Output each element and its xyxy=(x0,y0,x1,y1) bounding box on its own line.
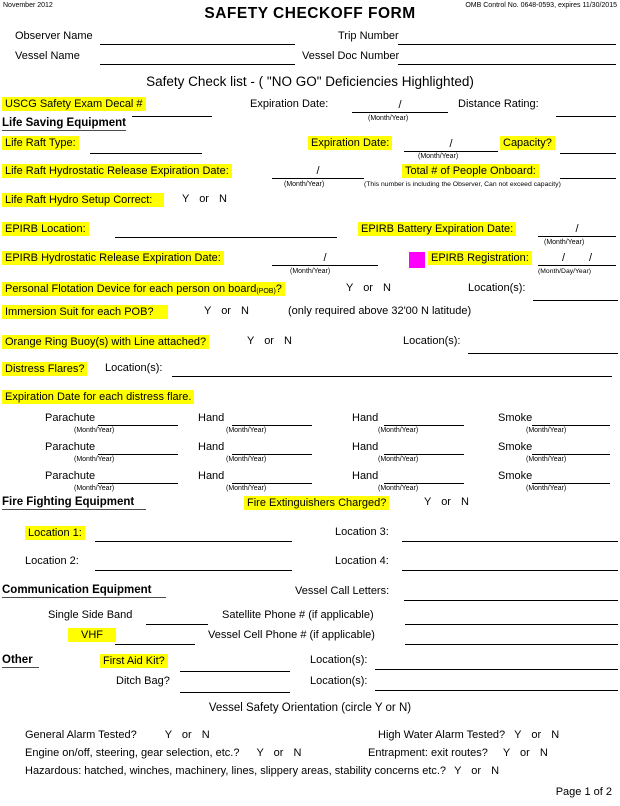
epirb-battery-label: EPIRB Battery Expiration Date: xyxy=(358,222,516,236)
vessel-name-field[interactable] xyxy=(100,51,295,65)
ditch-locations-field[interactable] xyxy=(375,677,618,691)
flare-date-field[interactable] xyxy=(384,412,464,426)
flare-type-label: Smoke xyxy=(498,412,533,424)
slash-glyph: / xyxy=(575,223,579,235)
high-water-yn[interactable]: Y or N xyxy=(514,729,560,741)
distance-rating-label: Distance Rating: xyxy=(458,98,539,110)
ssb-field[interactable] xyxy=(146,611,208,625)
epirb-battery-date-field[interactable] xyxy=(538,223,616,237)
slash-glyph: / xyxy=(449,138,453,150)
first-aid-locations-label: Location(s): xyxy=(310,654,368,666)
high-water-label: High Water Alarm Tested? xyxy=(378,729,506,741)
pfd-locations-field[interactable] xyxy=(533,287,618,301)
buoy-locations-label: Location(s): xyxy=(403,335,461,347)
flare-date-field[interactable] xyxy=(98,470,178,484)
epirb-registration-label: EPIRB Registration: xyxy=(428,251,532,265)
general-alarm-yn[interactable]: Y or N xyxy=(164,729,210,741)
month-year-hint: (Month/Year) xyxy=(284,181,325,188)
general-alarm-question xyxy=(25,729,210,741)
month-year-hint: (Month/Year) xyxy=(378,456,419,463)
month-year-hint: (Month/Year) xyxy=(544,239,585,246)
page-title: SAFETY CHECKOFF FORM xyxy=(204,5,416,22)
cell-phone-label: Vessel Cell Phone # (if applicable) xyxy=(208,629,375,641)
immersion-yn[interactable]: Y or N xyxy=(204,305,249,317)
fire-location-4-field[interactable] xyxy=(402,557,618,571)
fire-location-4-label: Location 4: xyxy=(335,555,389,567)
flare-type-label: Smoke xyxy=(498,441,533,453)
entrapment-label: Entrapment: exit routes? xyxy=(368,747,488,759)
flare-type-label: Hand xyxy=(198,470,225,482)
life-raft-type-field[interactable] xyxy=(90,140,202,154)
epirb-location-field[interactable] xyxy=(115,224,337,238)
month-year-hint: (Month/Year) xyxy=(226,456,267,463)
month-year-hint: (Month/Year) xyxy=(74,456,115,463)
vessel-name-label: Vessel Name xyxy=(15,50,80,62)
fire-location-1-label: Location 1: xyxy=(25,526,85,540)
uscg-decal-label: USCG Safety Exam Decal # xyxy=(2,97,146,111)
trip-number-field[interactable] xyxy=(398,31,616,45)
month-day-year-hint: (Month/Day/Year) xyxy=(538,268,592,275)
entrapment-yn[interactable]: Y or N xyxy=(502,747,548,759)
flare-date-field[interactable] xyxy=(532,412,610,426)
hazardous-yn[interactable]: Y or N xyxy=(454,765,500,777)
flare-type-label: Smoke xyxy=(498,470,533,482)
hydro-release-label: Life Raft Hydrostatic Release Expiration Date: xyxy=(2,164,232,178)
engine-label: Engine on/off, steering, gear selection, etc.? xyxy=(25,747,240,759)
epirb-hydro-label: EPIRB Hydrostatic Release Expiration Date: xyxy=(2,251,224,265)
call-letters-label: Vessel Call Letters: xyxy=(295,585,390,597)
general-alarm-label: General Alarm Tested? xyxy=(25,729,137,741)
raft-expiration-label: Expiration Date: xyxy=(308,136,392,150)
magenta-flag-marker xyxy=(409,252,425,268)
slash-glyph: / xyxy=(398,99,402,111)
page-number: Page 1 of 2 xyxy=(555,786,612,798)
fire-location-3-label: Location 3: xyxy=(335,526,389,538)
flares-locations-label: Location(s): xyxy=(105,362,163,374)
pfd-locations-label: Location(s): xyxy=(468,282,526,294)
pfd-question-mark: ? xyxy=(275,283,282,295)
flare-type-label: Hand xyxy=(352,441,379,453)
vessel-doc-field[interactable] xyxy=(398,51,616,65)
engine-question xyxy=(25,747,301,759)
flare-date-field[interactable] xyxy=(384,470,464,484)
call-letters-field[interactable] xyxy=(404,587,618,601)
month-year-hint: (Month/Year) xyxy=(378,427,419,434)
slash-glyph: / xyxy=(316,165,320,177)
decal-expiration-field[interactable] xyxy=(352,99,448,113)
flare-date-field[interactable] xyxy=(232,470,312,484)
vhf-label: VHF xyxy=(68,628,116,642)
total-pob-field[interactable] xyxy=(560,165,616,179)
flare-date-field[interactable] xyxy=(232,412,312,426)
fire-location-1-field[interactable] xyxy=(95,528,292,542)
flare-date-field[interactable] xyxy=(98,412,178,426)
cell-phone-field[interactable] xyxy=(405,631,618,645)
flare-type-label: Hand xyxy=(198,441,225,453)
decal-expiration-label: Expiration Date: xyxy=(250,98,329,110)
capacity-label: Capacity? xyxy=(500,136,555,150)
hazardous-label: Hazardous: hatched, winches, machinery, lines, slippery areas, stability concerns etc.? xyxy=(25,765,447,777)
hazardous-question xyxy=(25,765,499,777)
vhf-field[interactable] xyxy=(115,631,195,645)
epirb-location-label: EPIRB Location: xyxy=(2,222,89,236)
flares-locations-field[interactable] xyxy=(172,363,612,377)
month-year-hint: (Month/Year) xyxy=(368,115,409,122)
ring-buoy-yn[interactable]: Y or N xyxy=(247,335,292,347)
omb-control: OMB Control No. 0648-0593, expires 11/30/2015 xyxy=(465,2,617,9)
distress-flares-label: Distress Flares? xyxy=(2,362,87,376)
entrapment-question xyxy=(368,747,548,759)
ditch-locations-label: Location(s): xyxy=(310,675,368,687)
orientation-title: Vessel Safety Orientation (circle Y or N) xyxy=(208,702,412,714)
immersion-note: (only required above 32'00 N latitude) xyxy=(288,305,472,317)
section-fire-fighting: Fire Fighting Equipment xyxy=(2,496,146,510)
observer-name-label: Observer Name xyxy=(15,30,93,42)
month-year-hint: (Month/Year) xyxy=(526,427,567,434)
month-year-hint: (Month/Year) xyxy=(526,485,567,492)
pob-abbrev: (POB) xyxy=(256,288,276,295)
buoy-locations-field[interactable] xyxy=(468,340,618,354)
month-year-hint: (Month/Year) xyxy=(290,268,331,275)
form-date: November 2012 xyxy=(3,2,53,9)
pfd-label-text: Personal Flotation Device for each person on board xyxy=(5,283,257,295)
fire-location-3-field[interactable] xyxy=(402,528,618,542)
flare-type-label: Hand xyxy=(352,412,379,424)
ditch-bag-label: Ditch Bag? xyxy=(116,675,170,687)
flare-type-label: Hand xyxy=(352,470,379,482)
epirb-hydro-date-field[interactable] xyxy=(272,252,378,266)
first-aid-locations-field[interactable] xyxy=(375,656,618,670)
extinguishers-yn[interactable]: Y or N xyxy=(424,496,469,508)
ring-buoy-label: Orange Ring Buoy(s) with Line attached? xyxy=(2,335,209,349)
decal-number-field[interactable] xyxy=(132,103,212,117)
month-year-hint: (Month/Year) xyxy=(74,485,115,492)
immersion-label: Immersion Suit for each POB? xyxy=(2,305,168,319)
ditch-bag-field[interactable] xyxy=(180,679,290,693)
flare-date-field[interactable] xyxy=(532,470,610,484)
slash-glyph: / xyxy=(323,252,327,264)
epirb-registration-field[interactable] xyxy=(538,252,616,266)
satellite-phone-label: Satellite Phone # (if applicable) xyxy=(222,609,374,621)
flare-type-label: Parachute xyxy=(45,441,96,453)
fire-location-2-field[interactable] xyxy=(95,557,292,571)
first-aid-label: First Aid Kit? xyxy=(100,654,168,668)
hydro-setup-label: Life Raft Hydro Setup Correct: xyxy=(2,193,164,207)
high-water-question xyxy=(378,729,559,741)
trip-number-label: Trip Number xyxy=(338,30,399,42)
engine-yn[interactable]: Y or N xyxy=(256,747,302,759)
flare-type-label: Hand xyxy=(198,412,225,424)
month-year-hint: (Month/Year) xyxy=(226,427,267,434)
section-life-saving: Life Saving Equipment xyxy=(2,117,126,129)
ssb-label: Single Side Band xyxy=(48,609,133,621)
flare-date-field[interactable] xyxy=(232,441,312,455)
month-year-hint: (Month/Year) xyxy=(418,153,459,160)
distance-rating-field[interactable] xyxy=(556,103,616,117)
extinguishers-charged-label: Fire Extinguishers Charged? xyxy=(244,496,389,510)
slash-glyph: / xyxy=(561,252,566,264)
month-year-hint: (Month/Year) xyxy=(378,485,419,492)
flare-date-field[interactable] xyxy=(532,441,610,455)
slash-glyph: / xyxy=(588,252,593,264)
first-aid-field[interactable] xyxy=(180,658,290,672)
hydro-setup-yn[interactable]: Y or N xyxy=(182,193,227,205)
month-year-hint: (Month/Year) xyxy=(526,456,567,463)
total-pob-note: (This number is including the Observer, Can not exceed capacity) xyxy=(364,181,561,188)
capacity-field[interactable] xyxy=(560,140,616,154)
pfd-yn[interactable]: Y or N xyxy=(346,282,391,294)
month-year-hint: (Month/Year) xyxy=(74,427,115,434)
raft-expiration-field[interactable] xyxy=(404,138,498,152)
life-raft-type-label: Life Raft Type: xyxy=(2,136,79,150)
checklist-subtitle: Safety Check list - ( "NO GO" Deficiencies Highlighted) xyxy=(146,74,474,89)
section-communication: Communication Equipment xyxy=(2,584,166,598)
month-year-hint: (Month/Year) xyxy=(226,485,267,492)
satellite-phone-field[interactable] xyxy=(405,611,618,625)
flare-date-field[interactable] xyxy=(384,441,464,455)
pfd-label xyxy=(2,282,285,296)
fire-location-2-label: Location 2: xyxy=(25,555,79,567)
flare-type-label: Parachute xyxy=(45,412,96,424)
vessel-doc-label: Vessel Doc Number xyxy=(302,50,400,62)
total-pob-label: Total # of People Onboard: xyxy=(402,164,539,178)
hydro-release-date-field[interactable] xyxy=(272,165,364,179)
section-other: Other xyxy=(2,654,39,668)
flare-expiration-label: Expiration Date for each distress flare. xyxy=(2,390,194,404)
observer-name-field[interactable] xyxy=(100,31,295,45)
flare-date-field[interactable] xyxy=(98,441,178,455)
flare-type-label: Parachute xyxy=(45,470,96,482)
